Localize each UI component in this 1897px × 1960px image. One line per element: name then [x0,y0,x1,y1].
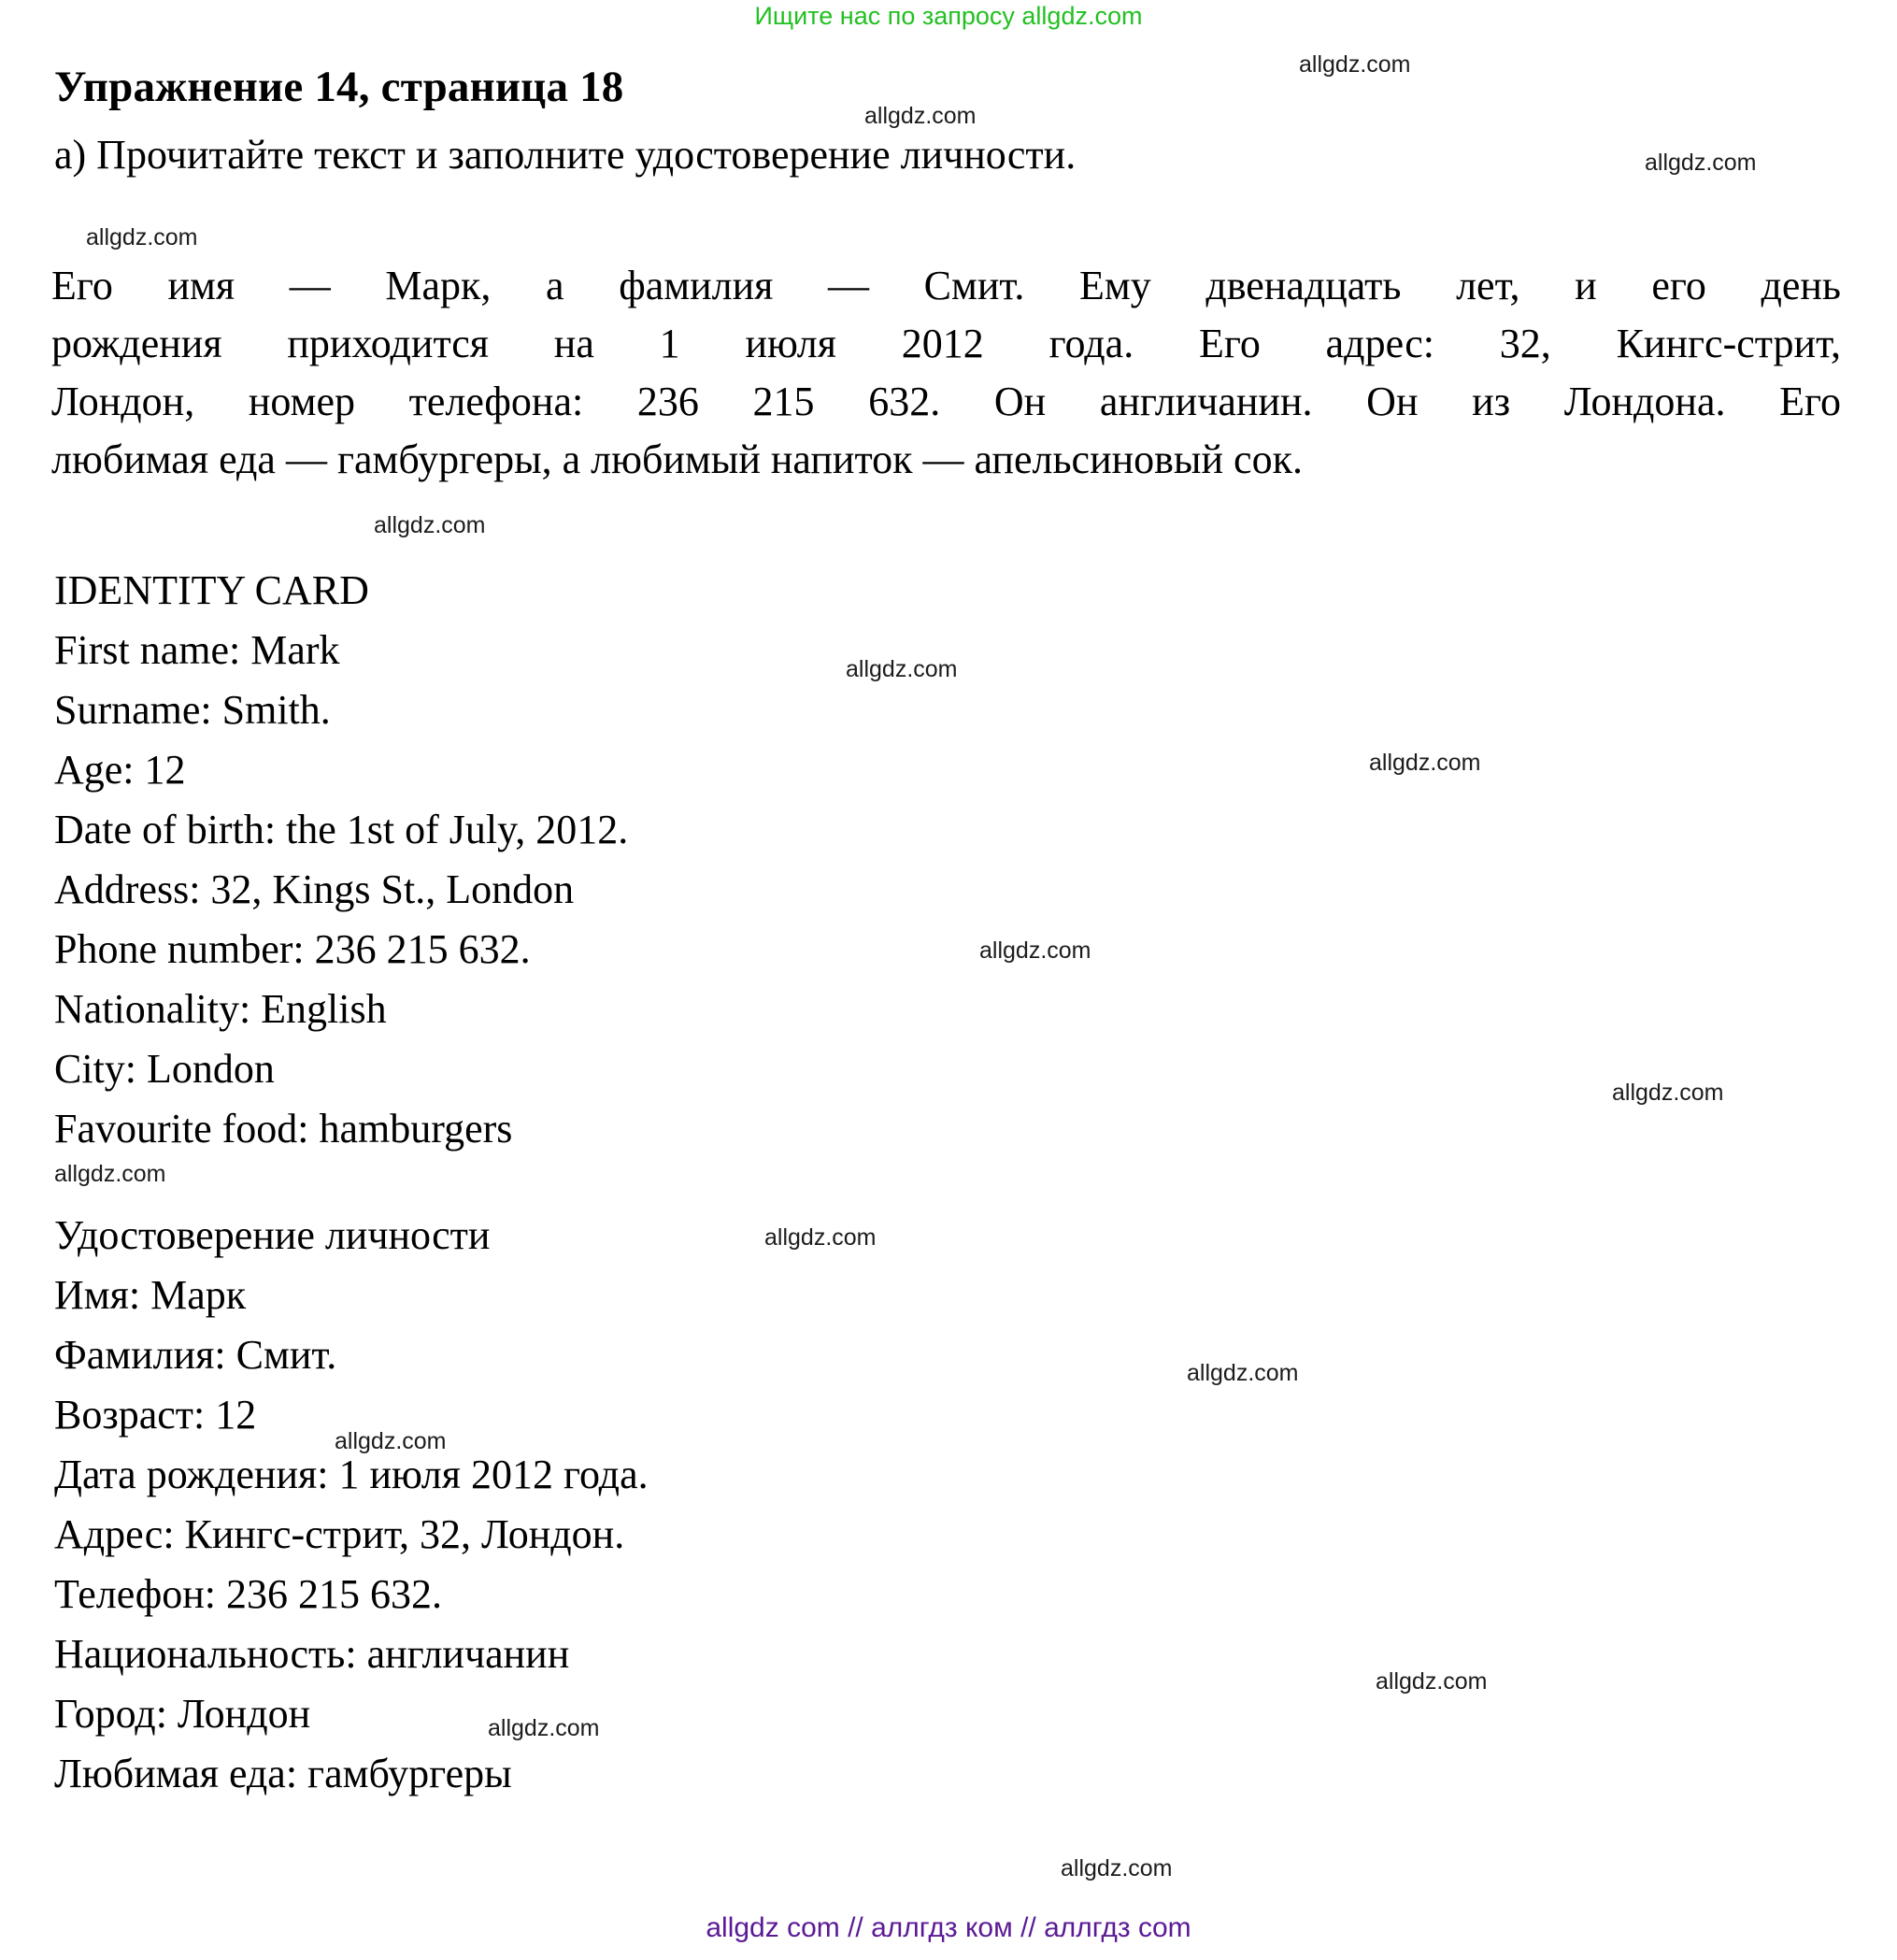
site-watermark: allgdz.com [1061,1855,1173,1881]
site-watermark: allgdz.com [864,103,977,129]
site-watermark: allgdz.com [488,1715,600,1741]
field-gorod: Город: Лондон [54,1691,311,1737]
field-surname: Surname: Smith. [54,687,331,733]
field-favourite-food: Favourite food: hamburgers [54,1106,513,1152]
site-watermark: allgdz.com [1369,750,1481,776]
field-address: Address: 32, Kings St., London [54,866,575,912]
site-watermark: allgdz.com [979,937,1091,964]
site-watermark: allgdz.com [846,656,958,682]
footer-site-links: allgdz com // аллгдз ком // аллгдз com [706,1912,1191,1943]
field-telefon: Телефон: 236 215 632. [54,1571,443,1617]
site-watermark: allgdz.com [54,1161,166,1187]
identity-card-english-heading: IDENTITY CARD [54,567,369,613]
task-prompt: а) Прочитайте текст и заполните удостоверение личности. [54,132,1077,178]
passage-line: Лондон, номер телефона: 236 215 632. Он англичанин. Он из Лондона. Его [51,379,1841,424]
field-first-name: First name: Mark [54,627,340,673]
field-imya: Имя: Марк [54,1272,247,1318]
identity-card-russian [54,1206,649,1804]
passage-line: любимая еда — гамбургеры, а любимый напиток — апельсиновый сок. [51,436,1303,482]
field-date-of-birth: Date of birth: the 1st of July, 2012. [54,807,629,852]
passage-line: Его имя — Марк, а фамилия — Смит. Ему двенадцать лет, и его день [51,263,1841,308]
site-watermark: allgdz.com [1376,1668,1488,1695]
site-watermark: allgdz.com [374,512,486,538]
identity-card-english [54,561,628,1159]
site-watermark: allgdz.com [764,1224,877,1251]
field-nationality: Nationality: English [54,986,387,1032]
field-familiya: Фамилия: Смит. [54,1332,337,1378]
site-watermark: allgdz.com [1645,150,1757,176]
site-watermark: allgdz.com [86,224,198,250]
field-phone-number: Phone number: 236 215 632. [54,926,531,972]
field-city: City: London [54,1046,275,1092]
field-data-rozhdeniya: Дата рождения: 1 июля 2012 года. [54,1452,649,1497]
field-natsionalnost: Национальность: англичанин [54,1631,570,1677]
promo-banner: Ищите нас по запросу allgdz.com [754,2,1143,30]
field-adres: Адрес: Кингс-стрит, 32, Лондон. [54,1511,625,1557]
page-title: Упражнение 14, страница 18 [54,63,624,111]
site-watermark: allgdz.com [335,1428,447,1454]
site-watermark: allgdz.com [1299,51,1411,78]
site-watermark: allgdz.com [1187,1360,1299,1386]
site-watermark: allgdz.com [1612,1080,1724,1106]
identity-card-russian-heading: Удостоверение личности [54,1212,491,1258]
field-lyubimaya-eda: Любимая еда: гамбургеры [54,1751,512,1796]
field-age: Age: 12 [54,747,186,793]
reading-passage [51,257,1841,489]
field-vozrast: Возраст: 12 [54,1392,257,1438]
passage-line: рождения приходится на 1 июля 2012 года. Его адрес: 32, Кингс-стрит, [51,321,1841,366]
